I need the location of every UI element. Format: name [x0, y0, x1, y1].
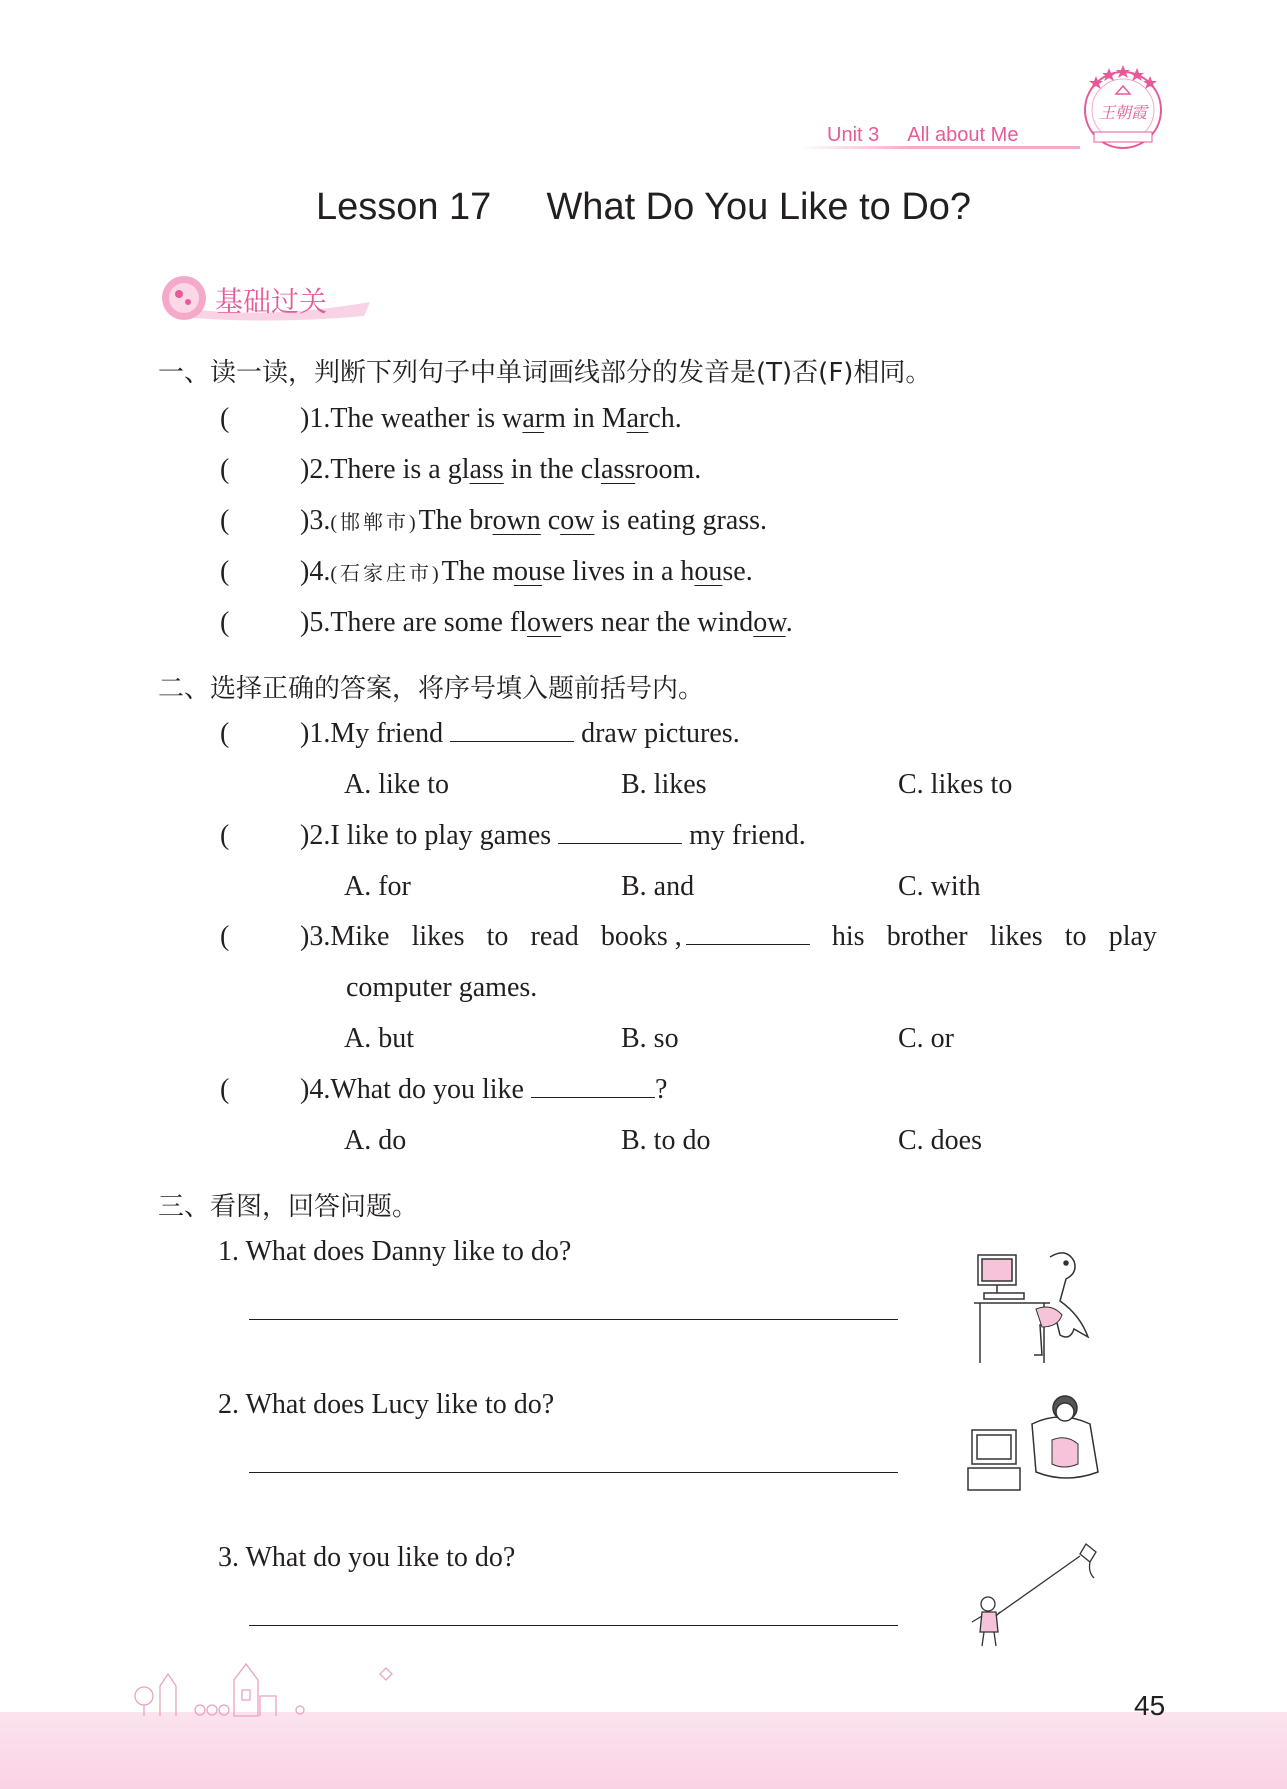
- sentence-text: The weather is w: [330, 403, 523, 434]
- option-a[interactable]: A. do: [344, 1125, 407, 1156]
- underlined-part: ass: [469, 454, 504, 485]
- answer-paren-open[interactable]: (: [220, 556, 230, 587]
- computer-scene-icon: [970, 1245, 1100, 1370]
- question-3: [300, 921, 1157, 953]
- option-c[interactable]: C. with: [898, 871, 981, 902]
- part3-heading: 三、看图，回答问题。: [158, 1192, 419, 1222]
- question-text: I like to play games: [330, 820, 552, 851]
- part2-heading: 二、选择正确的答案，将序号填入题前括号内。: [158, 674, 705, 704]
- answer-line[interactable]: [249, 1472, 898, 1473]
- underlined-part: ou: [513, 556, 542, 587]
- option-b[interactable]: B. to do: [621, 1125, 711, 1156]
- castle-decoration-icon: [120, 1650, 400, 1720]
- underlined-part: ar: [522, 403, 545, 434]
- tv-scene-icon: [962, 1390, 1112, 1505]
- answer-line[interactable]: [249, 1319, 898, 1320]
- item-number: )4.: [300, 1074, 331, 1105]
- item-number: )2.: [300, 820, 331, 851]
- sentence-text: room.: [635, 454, 702, 485]
- lesson-subtitle: What Do You Like to Do?: [546, 186, 972, 228]
- sentence-text: .: [785, 607, 793, 638]
- question-word: his: [831, 921, 865, 952]
- answer-paren[interactable]: (: [220, 820, 230, 851]
- sentence-text: m in M: [544, 403, 627, 434]
- unit-label: Unit 3: [827, 124, 880, 146]
- svg-text:王朝霞: 王朝霞: [1098, 103, 1148, 122]
- answer-blank[interactable]: [450, 719, 574, 742]
- question-1: [300, 718, 740, 750]
- answer-blank[interactable]: [531, 1075, 655, 1098]
- header-rule: [800, 146, 1080, 149]
- list-item: [300, 556, 753, 588]
- question-word: play: [1108, 921, 1157, 952]
- page-number: 45: [1134, 1690, 1166, 1721]
- picture-question-1: 1. What does Danny like to do?: [218, 1236, 572, 1267]
- option-a[interactable]: A. for: [344, 871, 411, 902]
- list-item: [300, 454, 701, 486]
- question-word: brother: [886, 921, 968, 952]
- running-header: [827, 124, 1018, 147]
- underlined-part: ass: [600, 454, 636, 485]
- sentence-text: se.: [722, 556, 753, 587]
- answer-paren-open[interactable]: (: [220, 403, 230, 434]
- question-text: My friend: [330, 718, 444, 749]
- answer-paren[interactable]: (: [220, 718, 230, 749]
- sentence-text: in the cl: [503, 454, 601, 485]
- part1-heading: 一、读一读，判断下列句子中单词画线部分的发音是(T)否(F)相同。: [158, 358, 932, 388]
- answer-paren[interactable]: (: [220, 921, 230, 952]
- underlined-part: ar: [626, 403, 649, 434]
- question-4: [300, 1074, 667, 1106]
- option-c[interactable]: C. or: [898, 1023, 954, 1054]
- sentence-text: There are some fl: [330, 607, 527, 638]
- picture-question-3: 3. What do you like to do?: [218, 1542, 516, 1573]
- source-tag: (石家庄市): [330, 563, 442, 585]
- page-title: [0, 186, 1287, 229]
- sentence-text: c: [540, 505, 561, 536]
- item-number: )1.: [300, 403, 331, 434]
- question-text: What do you like: [330, 1074, 524, 1105]
- sentence-text: se lives in a h: [541, 556, 695, 587]
- question-word: read: [530, 921, 579, 952]
- option-b[interactable]: B. likes: [621, 769, 707, 800]
- sentence-text: is eating grass.: [594, 505, 768, 536]
- underlined-part: ow: [753, 607, 786, 638]
- answer-paren-open[interactable]: (: [220, 454, 230, 485]
- option-a[interactable]: A. but: [344, 1023, 414, 1054]
- item-number: )3.: [300, 921, 331, 952]
- list-item: [220, 505, 229, 537]
- option-c[interactable]: C. does: [898, 1125, 982, 1156]
- section-badge-label: 基础过关: [215, 285, 328, 318]
- answer-line[interactable]: [249, 1625, 898, 1626]
- list-item: [220, 607, 229, 639]
- question-text: ?: [654, 1074, 668, 1105]
- list-item: [220, 403, 229, 435]
- picture-question-2: 2. What does Lucy like to do?: [218, 1389, 555, 1420]
- underlined-part: ow: [560, 505, 595, 536]
- question-word: Mike: [330, 921, 390, 952]
- question-word: to: [486, 921, 509, 952]
- answer-paren-open[interactable]: (: [220, 505, 230, 536]
- answer-paren[interactable]: (: [220, 1074, 230, 1105]
- item-number: )1.: [300, 718, 331, 749]
- unit-topic: All about Me: [907, 124, 1019, 146]
- list-item: [220, 454, 229, 486]
- item-number: )2.: [300, 454, 331, 485]
- question-text: my friend.: [689, 820, 806, 851]
- source-tag: (邯郸市): [330, 512, 419, 534]
- underlined-part: ou: [694, 556, 723, 587]
- item-number: )5.: [300, 607, 331, 638]
- sentence-text: The m: [441, 556, 514, 587]
- item-number: )4.: [300, 556, 331, 587]
- list-item: [300, 403, 682, 435]
- footer-band: [0, 1712, 1287, 1789]
- answer-blank[interactable]: [558, 821, 682, 844]
- question-3-continuation: computer games.: [346, 972, 538, 1003]
- question-word: to: [1064, 921, 1087, 952]
- sentence-text: ers near the wind: [561, 607, 754, 638]
- question-2: [300, 820, 806, 852]
- sentence-text: There is a gl: [330, 454, 470, 485]
- logo-seal-icon: [1068, 58, 1178, 158]
- sentence-text: ch.: [648, 403, 682, 434]
- kite-scene-icon: [962, 1538, 1112, 1653]
- question-word: likes: [989, 921, 1043, 952]
- underlined-part: ow: [527, 607, 562, 638]
- lesson-number: Lesson 17: [315, 186, 492, 228]
- sentence-text: The br: [418, 505, 493, 536]
- option-a[interactable]: A. like to: [344, 769, 449, 800]
- option-c[interactable]: C. likes to: [898, 769, 1013, 800]
- list-item: [220, 556, 229, 588]
- question-word: books ,: [600, 921, 682, 952]
- list-item: [300, 607, 793, 639]
- item-number: )3.: [300, 505, 331, 536]
- option-b[interactable]: B. and: [621, 871, 695, 902]
- question-word: likes: [411, 921, 465, 952]
- list-item: [300, 505, 767, 537]
- answer-paren-open[interactable]: (: [220, 607, 230, 638]
- option-b[interactable]: B. so: [621, 1023, 679, 1054]
- underlined-part: own: [492, 505, 541, 536]
- answer-blank[interactable]: [686, 922, 810, 945]
- question-text: draw pictures.: [581, 718, 740, 749]
